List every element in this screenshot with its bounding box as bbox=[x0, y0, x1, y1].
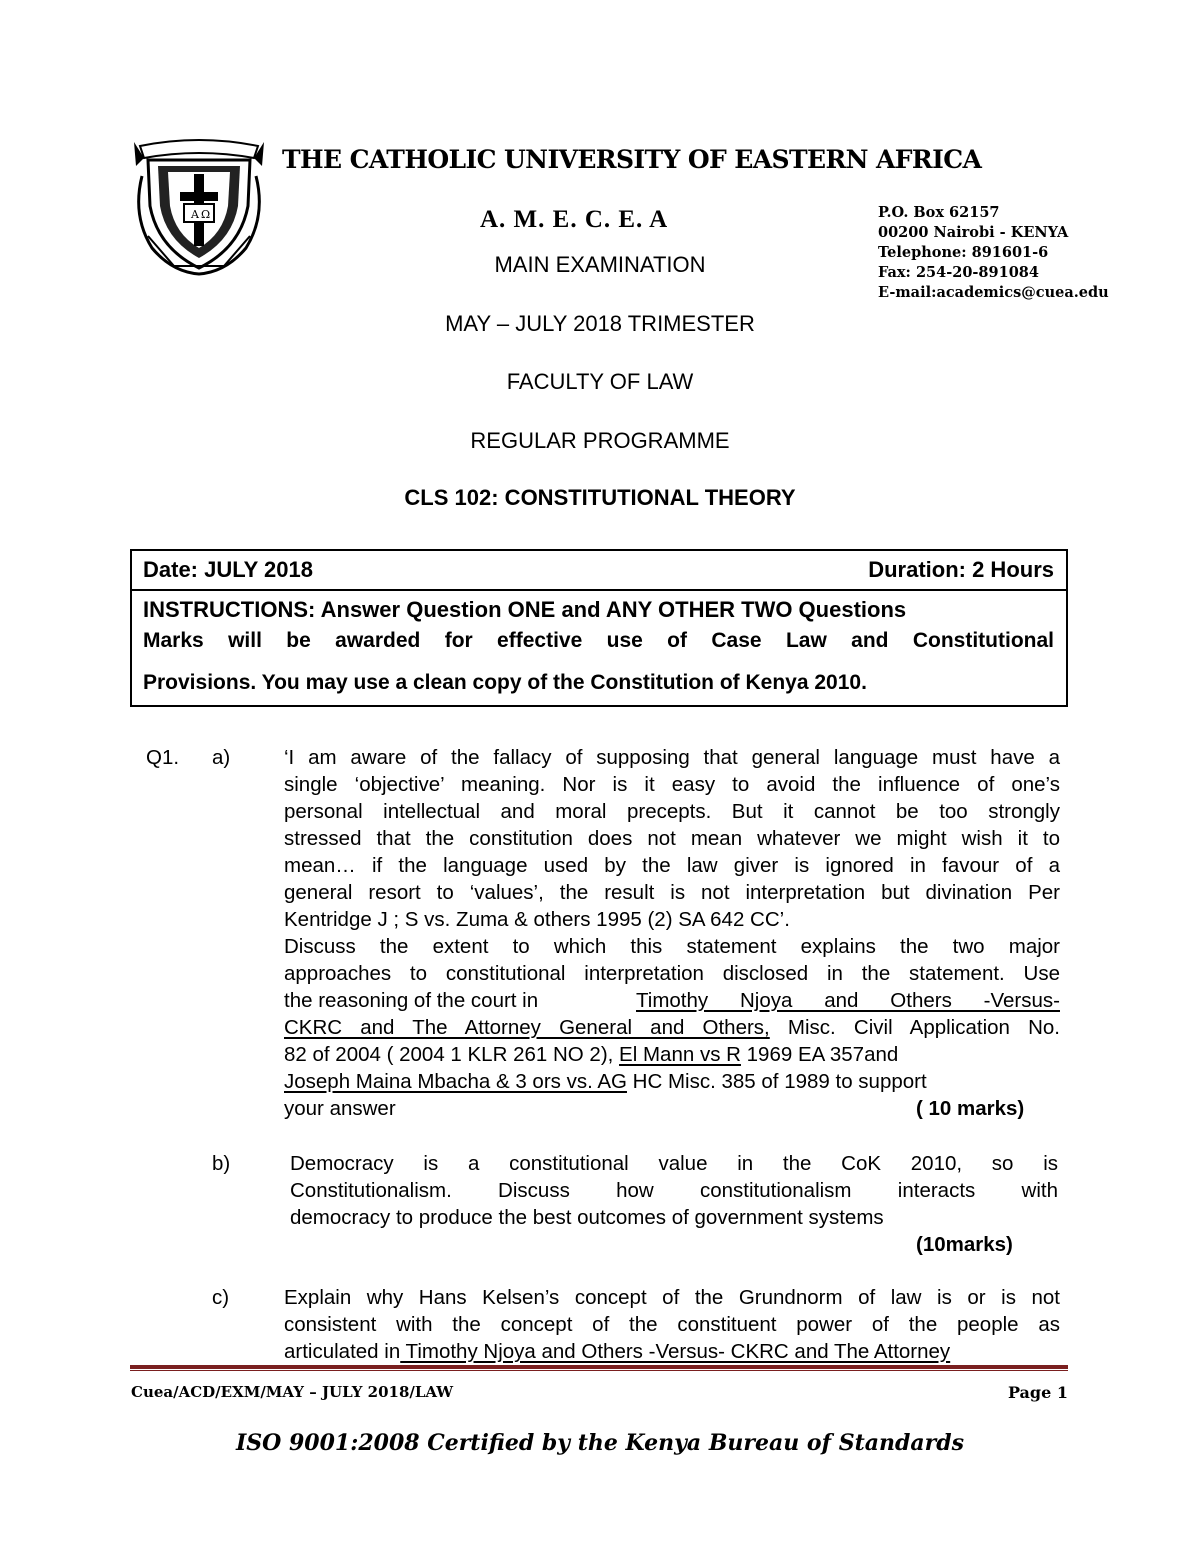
part-a-label: a) bbox=[212, 746, 231, 769]
case-citation: El Mann vs R bbox=[619, 1043, 741, 1066]
city: 00200 Nairobi - KENYA bbox=[878, 224, 1069, 241]
fax: Fax: 254-20-891084 bbox=[878, 264, 1039, 281]
text-line bbox=[284, 1095, 1060, 1122]
svg-text:Ω: Ω bbox=[201, 208, 211, 221]
text-line: stressed that the constitution does not mean whatever we might wish it to bbox=[284, 827, 1060, 850]
text-line: general resort to ‘values’, the result is not interpretation but divination Per bbox=[284, 881, 1060, 904]
citation-text: HC Misc. 385 of 1989 to support bbox=[626, 1070, 927, 1093]
text-line: personal intellectual and moral precepts. But it cannot be too strongly bbox=[284, 800, 1060, 823]
instructions: INSTRUCTIONS: Answer Question ONE and ANY OTHER TWO Questions bbox=[143, 597, 907, 622]
text-line: democracy to produce the best outcomes of government systems bbox=[290, 1206, 884, 1229]
footer-rule-thin bbox=[130, 1370, 1068, 1371]
faculty: FACULTY OF LAW bbox=[506, 369, 694, 394]
text-line: Constitutionalism. Discuss how constitutionalism interacts with bbox=[290, 1179, 1058, 1202]
iso-certification: ISO 9001:2008 Certified by the Kenya Bureau of Standards bbox=[235, 1430, 965, 1456]
trimester: MAY – JULY 2018 TRIMESTER bbox=[445, 311, 755, 336]
page-number: Page 1 bbox=[1007, 1383, 1068, 1402]
marks-label: (10marks) bbox=[916, 1233, 1013, 1256]
marks-note: Marks will be awarded for effective use of Case Law and Constitutional bbox=[143, 629, 1054, 652]
text-line bbox=[284, 1068, 1060, 1095]
case-citation: Timothy Njoya and Others -Versus- bbox=[636, 989, 1060, 1012]
exam-duration: Duration: 2 Hours bbox=[868, 557, 1054, 582]
text-line: Explain why Hans Kelsen’s concept of the Grundnorm of law is or is not bbox=[284, 1286, 1060, 1309]
part-b-text bbox=[290, 1150, 1058, 1258]
course-title: CLS 102: CONSTITUTIONAL THEORY bbox=[404, 485, 796, 510]
amecea-heading: A. M. E. C. E. A bbox=[480, 206, 669, 233]
case-citation: CKRC and The Attorney General and Others, bbox=[284, 1016, 770, 1039]
provisions-note: Provisions. You may use a clean copy of the Constitution of Kenya 2010. bbox=[143, 671, 867, 694]
date-duration-row bbox=[132, 551, 1066, 591]
citation-text: 1969 EA 357and bbox=[740, 1043, 899, 1066]
text-line: approaches to constitutional interpretation disclosed in the statement. Use bbox=[284, 962, 1060, 985]
case-citation: Timothy Njoya and Others -Versus- CKRC and The Attorney bbox=[400, 1340, 951, 1363]
text-line: mean… if the language used by the law giver is ignored in favour of a bbox=[284, 854, 1060, 877]
exam-type: MAIN EXAMINATION bbox=[494, 252, 706, 277]
part-b-label: b) bbox=[212, 1152, 231, 1175]
svg-text:A: A bbox=[191, 208, 199, 221]
part-c-text bbox=[284, 1284, 1060, 1365]
answer-text: your answer bbox=[284, 1097, 396, 1120]
text-line: ‘I am aware of the fallacy of supposing that general language must have a bbox=[284, 746, 1060, 769]
telephone: Telephone: 891601-6 bbox=[878, 244, 1049, 261]
text-line: Discuss the extent to which this statement explains the two major bbox=[284, 935, 1060, 958]
question-number: Q1. bbox=[146, 746, 180, 769]
part-c-label: c) bbox=[212, 1286, 230, 1309]
marks-label: ( 10 marks) bbox=[916, 1097, 1025, 1120]
part-a-text bbox=[284, 744, 1060, 1122]
citation-text: articulated in bbox=[284, 1340, 401, 1363]
citation-text: 82 of 2004 ( 2004 1 KLR 261 NO 2), bbox=[284, 1043, 620, 1066]
exam-date: Date: JULY 2018 bbox=[143, 557, 313, 582]
text-line bbox=[284, 987, 1060, 1014]
text-line: consistent with the concept of the constituent power of the people as bbox=[284, 1313, 1060, 1336]
text-line: Democracy is a constitutional value in the CoK 2010, so is bbox=[290, 1152, 1058, 1175]
text-line bbox=[290, 1231, 1058, 1258]
text-line bbox=[284, 1041, 1060, 1068]
text-line: single ‘objective’ meaning. Nor is it easy to avoid the influence of one’s bbox=[284, 773, 1060, 796]
text-line: Kentridge J ; S vs. Zuma & others 1995 (2) SA 642 CC’. bbox=[284, 908, 790, 931]
email: E-mail:academics@cuea.edu bbox=[878, 284, 1109, 301]
text-line bbox=[284, 1338, 1060, 1365]
footer-rule bbox=[130, 1365, 1068, 1369]
programme: REGULAR PROGRAMME bbox=[470, 428, 730, 453]
po-box: P.O. Box 62157 bbox=[878, 204, 1000, 221]
reasoning-text: the reasoning of the court in bbox=[284, 989, 539, 1012]
contact-block bbox=[878, 203, 1109, 303]
case-citation: Joseph Maina Mbacha & 3 ors vs. AG bbox=[284, 1070, 627, 1093]
text-line bbox=[284, 1014, 1060, 1041]
university-title: THE CATHOLIC UNIVERSITY OF EASTERN AFRICA bbox=[282, 145, 982, 174]
exam-info-box bbox=[130, 549, 1068, 707]
citation-text: Misc. Civil Application No. bbox=[769, 1016, 1061, 1039]
footer-code: Cuea/ACD/EXM/MAY – JULY 2018/LAW bbox=[131, 1383, 454, 1401]
